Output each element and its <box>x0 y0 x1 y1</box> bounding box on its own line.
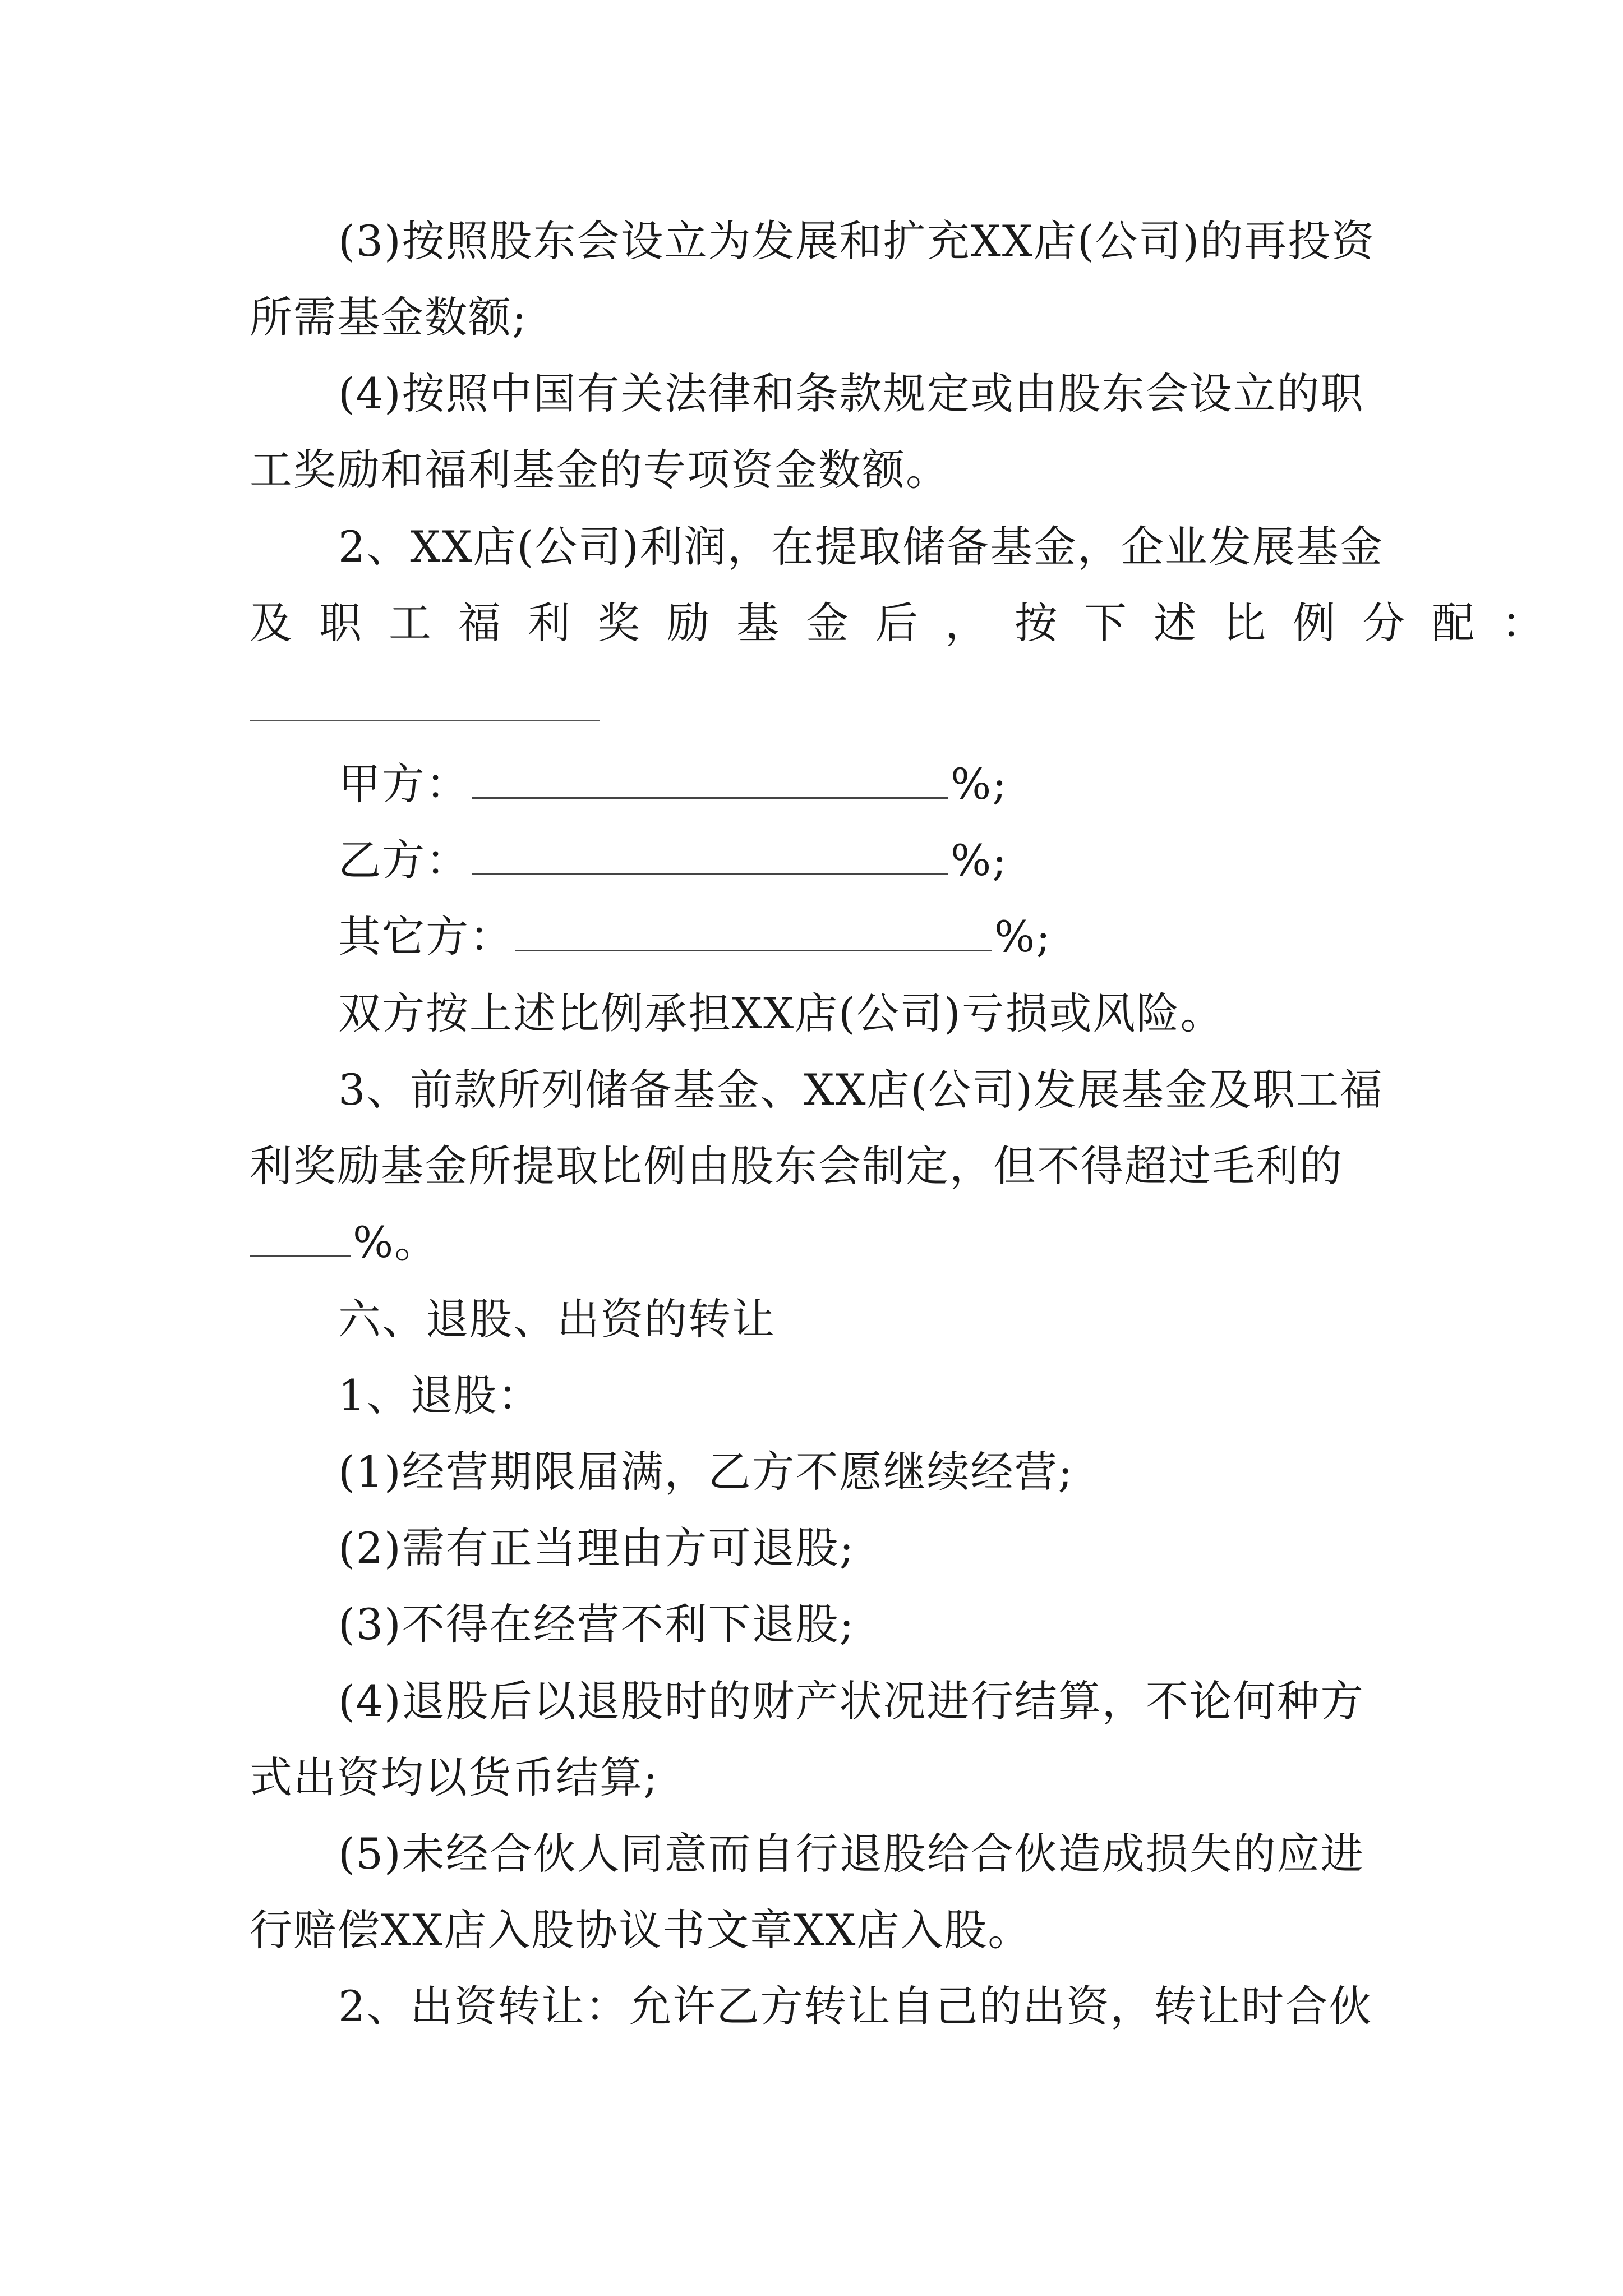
paragraph-line: 工奖励和福利基金的专项资金数额。 <box>250 445 949 495</box>
list-item: (2)需有正当理由方可退股; <box>338 1523 855 1573</box>
percent-blank-line <box>250 1214 1394 1271</box>
paragraph-line: 及职工福利奖励基金后，按下述比例分配： <box>250 598 1571 648</box>
party-label: 甲方： <box>338 759 469 809</box>
paragraph-line: 2、XX店(公司)利润，在提取储备基金，企业发展基金 <box>338 522 1384 572</box>
section-heading: 六、退股、出资的转让 <box>338 1294 776 1344</box>
list-item: (1)经营期限届满，乙方不愿继续经营; <box>338 1447 1074 1497</box>
party-label: 其它方： <box>338 912 513 961</box>
list-item: (4)退股后以退股时的财产状况进行结算，不论何种方 <box>338 1676 1364 1726</box>
party-row-other <box>338 909 1394 965</box>
paragraph-line: 2、出资转让：允许乙方转让自己的出资，转让时合伙 <box>338 1981 1373 2031</box>
blank-underline <box>472 758 948 799</box>
subsection-heading: 1、退股： <box>338 1370 542 1420</box>
blank-underline <box>515 910 992 951</box>
list-item: (5)未经合伙人同意而自行退股给合伙造成损失的应进 <box>338 1829 1364 1879</box>
blank-underline <box>250 720 600 721</box>
party-suffix: %; <box>951 759 1008 809</box>
paragraph-line: 行赔偿XX店入股协议书文章XX店入股。 <box>250 1905 1032 1955</box>
paragraph-line: (3)按照股东会设立为发展和扩充XX店(公司)的再投资 <box>338 216 1376 266</box>
party-row-b <box>338 832 1394 889</box>
party-row-a <box>338 756 1394 812</box>
paragraph-line: 3、前款所列储备基金、XX店(公司)发展基金及职工福 <box>338 1065 1384 1115</box>
paragraph-line: 双方按上述比例承担XX店(公司)亏损或风险。 <box>338 988 1224 1038</box>
blank-underline <box>250 1216 351 1257</box>
paragraph-line: (4)按照中国有关法律和条款规定或由股东会设立的职 <box>338 369 1364 418</box>
percent-text: %。 <box>353 1217 439 1267</box>
party-suffix: %; <box>994 912 1052 961</box>
list-item: (3)不得在经营不利下退股; <box>338 1599 855 1649</box>
party-suffix: %; <box>951 835 1008 885</box>
paragraph-line: 所需基金数额; <box>250 292 528 342</box>
blank-underline <box>472 834 948 875</box>
paragraph-line: 式出资均以货币结算; <box>250 1752 659 1802</box>
party-label: 乙方： <box>338 835 469 885</box>
paragraph-line: 利奖励基金所提取比例由股东会制定，但不得超过毛利的 <box>250 1141 1343 1191</box>
